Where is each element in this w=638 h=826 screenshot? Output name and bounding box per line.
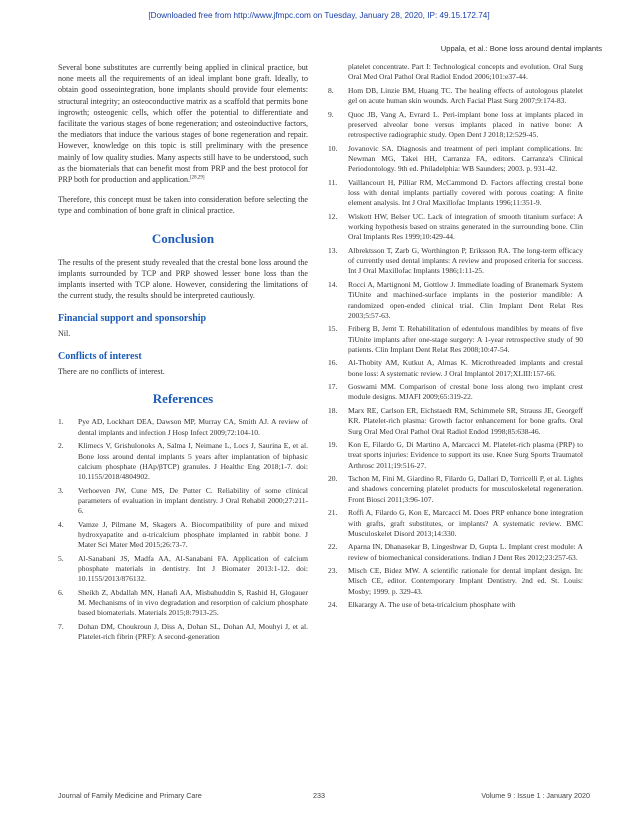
reference-item	[328, 324, 583, 355]
reference-number: 21.	[328, 508, 338, 518]
left-column	[58, 62, 308, 646]
reference-item	[328, 566, 583, 597]
reference-item	[58, 486, 308, 517]
reference-number: 7.	[58, 621, 64, 631]
reference-number: 2.	[58, 441, 64, 451]
reference-item	[328, 474, 583, 505]
reference-item	[328, 440, 583, 471]
reference-text: Goswami MM. Comparison of crestal bone loss along two implant crest module designs. MJAFI 2009;65:319-22.	[348, 382, 583, 402]
reference-item	[58, 554, 308, 585]
reference-number: 1.	[58, 417, 64, 427]
reference-text: Hom DB, Linzie BM, Huang TC. The healing effects of autologous platelet gel on acute human skin wounds. Arch Facial Plast Surg 2007;9:174-83.	[348, 85, 583, 106]
reference-item	[328, 406, 583, 437]
reference-number: 14.	[328, 279, 338, 289]
reference-number: 17.	[328, 382, 338, 392]
reference-number: 4.	[58, 519, 64, 529]
reference-text: Verhoeven JW, Cune MS, De Putter C. Reliability of some clinical parameters of evaluation in implant dentistry. J Oral Rehabil 2000;27:211-6.	[78, 485, 308, 516]
reference-text: Klimecs V, Grishulonoks A, Salma I, Neimane L, Locs J, Saurina E, et al. Bone loss around dental implants 5 years after implantation of biphasic calcium phosphate (HAp/βTCP) granules. J Healthc Eng 2018;1-7. doi: 10.1155/2018/4804902.	[78, 441, 308, 482]
reference-number: 19.	[328, 440, 338, 450]
reference-item	[328, 542, 583, 563]
reference-item	[328, 600, 583, 610]
reference-item	[58, 417, 308, 438]
intro-paragraph: Several bone substitutes are currently being applied in clinical practice, but none meets all the requirements of an ideal implant bone graft. Ideally, to obtain good osseointegration, bone implants should provide four elements: structural integrity; an osteoconductive matrix as a scaffold that permits bone ingrowth; osteogenic cells, which offer the potential to differentiate and facilitate the various stages of bone regeneration; and osteoinductive factors, the mediators that induce the various stages of bone regeneration and repair. However, knowledge on this topic is still preliminary with the presence mainly of low quality studies. Many aspects still have to be understood, such as the biomaterials that can benefit most from PRP and the best protocol for PRP both for production and application.[28,29]	[58, 63, 308, 185]
reference-text: Tschon M, Fini M, Giardino R, Filardo G, Dallari D, Torricelli P, et al. Lights and shadows concerning platelet products for musculoskeletal regeneration. Front Biosci 2011;3:96-107.	[348, 474, 583, 504]
citation: [28,29]	[190, 175, 205, 181]
reference-item	[58, 441, 308, 482]
reference-item	[328, 358, 583, 379]
reference-item	[328, 246, 583, 277]
financial-text: Nil.	[58, 329, 71, 339]
download-notice: [Downloaded free from http://www.jfmpc.com on Tuesday, January 28, 2020, IP: 49.15.172.74]	[148, 11, 490, 20]
reference-text: Friberg B, Jemt T. Rehabilitation of edentulous mandibles by means of five TiUnite implants after one-stage surgery: A 1-year retrospective study of 90 patients. Clin Implant Dent Relat Res 2008;10:47-54.	[348, 324, 583, 354]
reference-number: 23.	[328, 566, 338, 576]
reference-text: Elkarargy A. The use of beta-tricalcium phosphate with	[348, 600, 516, 610]
reference-item	[58, 520, 308, 551]
reference-text: Vaillancourt H, Pilliar RM, McCammond D. Factors affecting crestal bone loss with dental implants partially covered with porous coating: A finite element analysis. Int J Oral Maxillofac Implants 1996;11:351-9.	[348, 177, 583, 208]
references-heading: References	[152, 391, 214, 407]
reference-continuation: platelet concentrate. Part I: Technological concepts and evolution. Oral Surg Oral Med Oral Pathol Oral Radiol Endod 2006;101:e37-44.	[348, 62, 583, 82]
reference-item	[328, 382, 583, 403]
reference-number: 9.	[328, 109, 334, 119]
reference-text: Dohan DM, Choukroun J, Diss A, Dohan SL, Dohan AJ, Mouhyi J, et al. Platelet-rich fibrin (PRF): A second-generation	[78, 621, 308, 642]
footer-journal: Journal of Family Medicine and Primary Care	[58, 791, 202, 800]
reference-text: Sheikh Z, Abdallah MN, Hanafi AA, Misbahuddin S, Rashid H, Glogauer M. Mechanisms of in vivo degradation and resorption of calcium phosphate based biomaterials. Materials 2015;8:7913-25.	[78, 587, 308, 618]
reference-list	[58, 417, 308, 642]
reference-number: 12.	[328, 211, 338, 221]
reference-number: 3.	[58, 485, 64, 495]
reference-text: Misch CE, Bidez MW. A scientific rationale for dental implant design. In: Misch CE, editor. Contemporary Implant Dentistry. 2nd ed. St. Louis: Mosby; 1999. p. 329-43.	[348, 566, 583, 596]
reference-text: Quoc JB, Vang A, Evrard L. Peri-implant bone loss at implants placed in preserved alveolar bone versus implants placed in native bone: A retrospective radiographic study. Open Dent J 2018;12:529-45.	[348, 109, 583, 140]
conclusion-paragraph: The results of the present study revealed that the crestal bone loss around the implants surrounded by TCP and PRP showed lesser bone loss than the implants inserted with TCP alone. However, considering the limitations of the current study, the results should be interpreted cautiously.	[58, 257, 308, 301]
reference-number: 22.	[328, 542, 338, 552]
reference-text: Wiskott HW, Belser UC. Lack of integration of smooth titanium surface: A working hypothesis based on strains generated in the surrounding bone. Clin Oral Implants Res 1999;10:429-44.	[348, 211, 583, 242]
reference-number: 24.	[328, 600, 338, 610]
reference-item	[328, 178, 583, 209]
running-header: Uppala, et al.: Bone loss around dental implants	[440, 44, 602, 53]
footer-page-number: 233	[313, 791, 325, 800]
reference-text: Roffi A, Filardo G, Kon E, Marcacci M. Does PRP enhance bone integration with grafts, graft substitutes, or implants? A systematic review. BMC Musculoskelet Disord 2013;14:330.	[348, 508, 583, 538]
reference-text: Kon E, Filardo G, Di Martino A, Marcacci M. Platelet-rich plasma (PRP) to treat sports injuries: Evidence to support its use. Knee Surg Sports Traumatol Arthrosc 2011;19:516-27.	[348, 440, 583, 470]
reference-number: 15.	[328, 324, 338, 334]
reference-text: Rocci A, Martignoni M, Gottlow J. Immediate loading of Branemark System TiUnite and machined-surface implants in the posterior mandible: A randomized open-ended clinical trial. Clin Implant Dent Relat Res 2003;5:57-63.	[348, 279, 583, 320]
financial-heading: Financial support and sponsorship	[58, 313, 207, 325]
conclusion-heading: Conclusion	[151, 230, 215, 246]
reference-text: Aparna IN, Dhanasekar B, Lingeshwar D, Gupta L. Implant crest module: A review of biomechanical considerations. Indian J Dent Res 2012;23:257-63.	[348, 542, 583, 562]
reference-number: 11.	[328, 177, 338, 187]
reference-text: Pye AD, Lockhart DEA, Dawson MP, Murray CA, Smith AJ. A review of dental implants and infection J Hosp Infect 2009;72:104-10.	[78, 417, 308, 437]
reference-item	[328, 508, 583, 539]
reference-item	[328, 86, 583, 107]
reference-number: 20.	[328, 474, 338, 484]
reference-number: 18.	[328, 405, 338, 415]
reference-text: Albrektsson T, Zarb G, Worthington P, Eriksson RA. The long-term efficacy of currently used dental implants: A review and proposed criteria for success. Int J Oral Maxillofac Implants 1986;1:11-25.	[348, 245, 583, 276]
reference-text: Marx RE, Carlson ER, Eichstaedt RM, Schimmele SR, Strauss JE, Georgeff KR. Platelet-rich plasma: Growth factor enhancement for bone grafts. Oral Surg Oral Med Oral Pathol Oral Radiol Endod 1998;85:638-46.	[348, 405, 583, 436]
reference-text: Jovanovic SA. Diagnosis and treatment of peri implant complications. In: Newman MG, Takei HH, Carranza FA, editors. Carranza's Clinical Periodontology. 9th ed. Philadelphia: WB Saunders; 2003. p. 931-42.	[348, 143, 583, 174]
footer-issue: Volume 9 : Issue 1 : January 2020	[481, 791, 590, 800]
reference-item	[58, 588, 308, 619]
reference-number: 5.	[58, 553, 64, 563]
reference-number: 16.	[328, 358, 338, 368]
reference-number: 13.	[328, 245, 338, 255]
reference-text: Al-Sanabani JS, Madfa AA, Al-Sanabani FA. Application of calcium phosphate materials in dentistry. Int J Biomater 2013:1-12. doi: 10.1155/2013/876132.	[78, 553, 308, 584]
reference-number: 10.	[328, 143, 338, 153]
reference-item	[328, 110, 583, 141]
reference-item	[58, 622, 308, 643]
conflicts-text: There are no conflicts of interest.	[58, 367, 165, 377]
right-column	[328, 62, 583, 614]
therefore-paragraph: Therefore, this concept must be taken into consideration before selecting the type and combination of bone graft in clinical practice.	[58, 195, 308, 216]
reference-item	[328, 280, 583, 321]
reference-item	[328, 212, 583, 243]
reference-number: 6.	[58, 587, 64, 597]
reference-text: Al-Thobity AM, Kutkut A, Almas K. Microthreaded implants and crestal bone loss: A systematic review. J Oral Implantol 2017;XLIII:157-66.	[348, 358, 583, 378]
reference-text: Vamze J, Pilmane M, Skagers A. Biocompatibility of pure and mixed hydroxyapatite and α-tricalcium phosphate implanted in rabbit bone. J Mater Sci Mater Med 2015;26:73-7.	[78, 519, 308, 550]
reference-number: 8.	[328, 85, 334, 95]
reference-item	[328, 144, 583, 175]
conflicts-heading: Conflicts of interest	[58, 351, 142, 363]
reference-list	[328, 86, 583, 611]
